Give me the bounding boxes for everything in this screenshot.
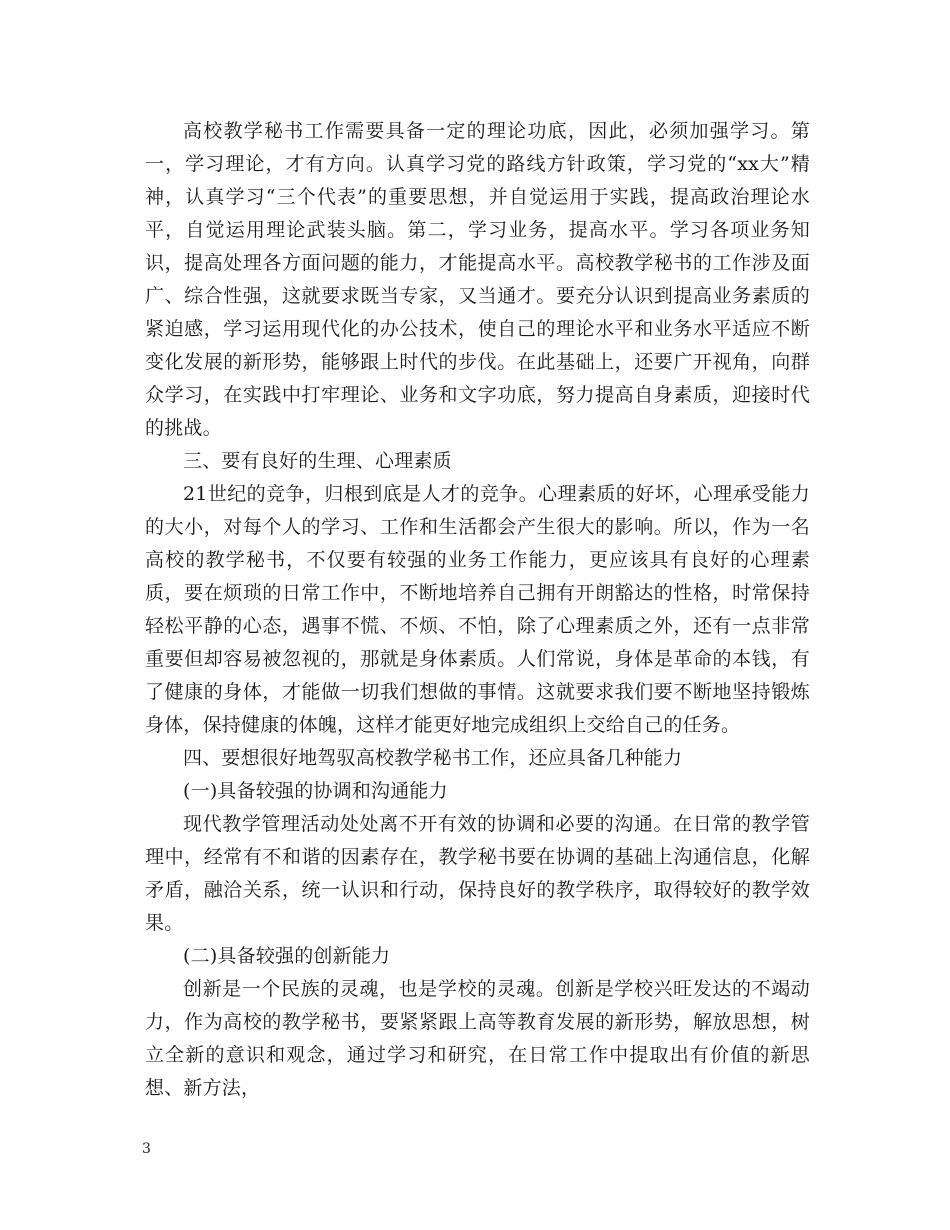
page-number: 3 — [142, 1141, 151, 1157]
document-body — [145, 115, 810, 1105]
paragraph-innovation: 创新是一个民族的灵魂，也是学校的灵魂。创新是学校兴旺发达的不竭动力，作为高校的教学秘书，要紧紧跟上高等教育发展的新形势，解放思想，树立全新的意识和观念，通过学习和研究，在日常工作中提取出有价值的新思想、新方法， — [145, 978, 810, 1099]
subheading-coordination: (一)具备较强的协调和沟通能力 — [183, 780, 448, 802]
heading-abilities: 四、要想很好地驾驭高校教学秘书工作，还应具备几种能力 — [183, 747, 683, 769]
paragraph-mental-quality: 21世纪的竞争，归根到底是人才的竞争。心理素质的好坏，心理承受能力的大小，对每个人的学习、工作和生活都会产生很大的影响。所以，作为一名高校的教学秘书，不仅要有较强的业务工作能力，更应该具有良好的心理素质，要在烦琐的日常工作中，不断地培养自己拥有开朗豁达的性格，时常保持轻松平静的心态，遇事不慌、不烦、不怕，除了心理素质之外，还有一点非常重要但却容易被忽视的，那就是身体素质。人们常说，身体是革命的本钱，有了健康的身体，才能做一切我们想做的事情。这就要求我们要不断地坚持锻炼身体，保持健康的体魄，这样才能更好地完成组织上交给自己的任务。 — [145, 483, 810, 736]
paragraph-coordination: 现代教学管理活动处处离不开有效的协调和必要的沟通。在日常的教学管理中，经常有不和谐的因素存在，教学秘书要在协调的基础上沟通信息，化解矛盾，融洽关系，统一认识和行动，保持良好的教学秩序，取得较好的教学效果。 — [145, 813, 810, 934]
heading-physical-mental-quality: 三、要有良好的生理、心理素质 — [183, 450, 452, 472]
paragraph-study-theory: 高校教学秘书工作需要具备一定的理论功底，因此，必须加强学习。第一，学习理论，才有方向。认真学习党的路线方针政策，学习党的“xx大”精神，认真学习“三个代表”的重要思想，并自觉运用于实践，提高政治理论水平，自觉运用理论武装头脑。第二，学习业务，提高水平。学习各项业务知识，提高处理各方面问题的能力，才能提高水平。高校教学秘书的工作涉及面广、综合性强，这就要求既当专家，又当通才。要充分认识到提高业务素质的紧迫感，学习运用现代化的办公技术，使自己的理论水平和业务水平适应不断变化发展的新形势，能够跟上时代的步伐。在此基础上，还要广开视角，向群众学习，在实践中打牢理论、业务和文字功底，努力提高自身素质，迎接时代的挑战。 — [145, 120, 810, 439]
subheading-innovation: (二)具备较强的创新能力 — [183, 945, 391, 967]
